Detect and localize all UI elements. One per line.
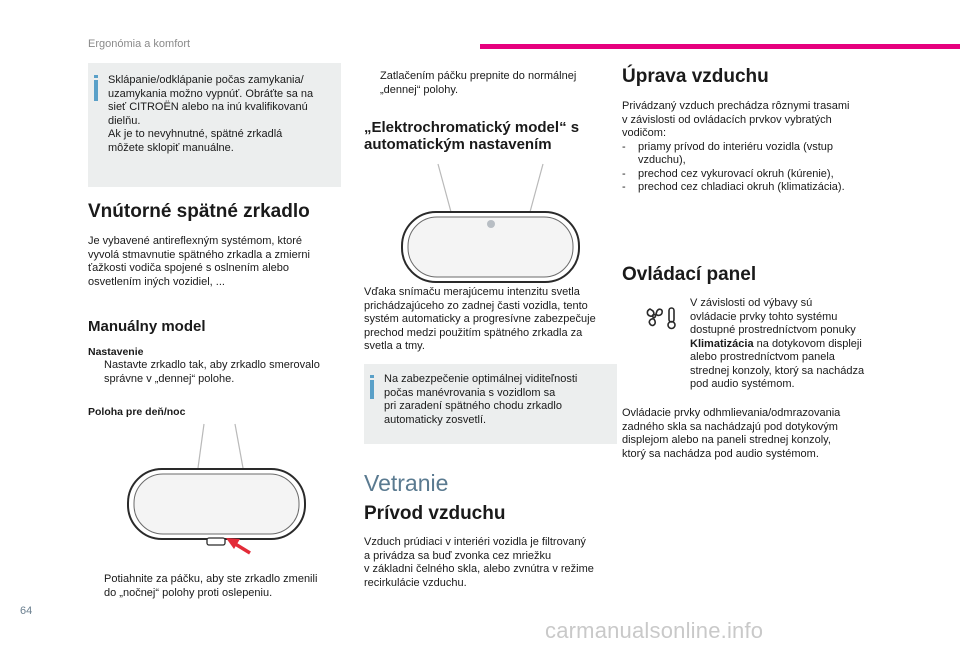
air-intake-description — [364, 536, 624, 590]
air-treatment-description — [622, 100, 892, 195]
fan-icon — [647, 309, 662, 325]
text-line — [690, 338, 900, 352]
text-line: recirkulácie vzduchu. — [364, 576, 467, 589]
heading-control-panel: Ovládací panel — [622, 264, 757, 285]
red-arrow-icon — [226, 538, 250, 553]
text-line: Ovládacie prvky odhmlievania/odmrazovania — [622, 407, 841, 419]
menu-name-climate: Klimatizácia — [690, 337, 754, 350]
text-line: „dennej“ polohy. — [380, 83, 459, 96]
info-line: Ak je to nevyhnutné, spätné zrkadlá — [108, 128, 283, 140]
label-setting: Nastavenie — [88, 346, 144, 358]
text-line: Je vybavené antireflexným systémom, ktoré — [88, 235, 302, 247]
chapter-accent-bar — [480, 44, 960, 49]
bullet-icon — [88, 359, 104, 386]
text-line: vodičom: — [622, 127, 667, 139]
dash-marker: - — [622, 140, 626, 153]
light-sensor-icon — [487, 220, 495, 228]
text-line: a privádza sa buď zvonka cez mriežku — [364, 549, 552, 562]
list-item — [622, 168, 892, 182]
heading-line: „Elektrochromatický model“ s — [364, 119, 580, 136]
dash-marker: - — [622, 181, 626, 193]
electrochromatic-description — [364, 286, 624, 354]
pull-instruction — [88, 573, 348, 600]
interior-mirror-intro — [88, 235, 348, 289]
text-line: pod audio systémom. — [690, 378, 795, 390]
info-icon — [94, 75, 98, 101]
info-line: uzamykania možno vypnúť. Obráťte sa na — [108, 87, 314, 100]
text-line: ovládacie prvky tohto systému — [690, 310, 838, 323]
text-line: dostupné prostredníctvom ponuky — [690, 324, 856, 336]
info-line: môžete sklopiť manuálne. — [108, 141, 234, 154]
setting-instruction — [88, 359, 348, 386]
heading-electrochromatic — [364, 119, 579, 153]
text-line: V závislosti od výbavy sú — [690, 297, 813, 309]
heading-interior-mirror: Vnútorné spätné zrkadlo — [88, 201, 310, 222]
info-line: automaticky zosvetlí. — [384, 413, 487, 426]
text-line: Zatlačením páčku prepnite do normálnej — [380, 70, 577, 82]
manual-mirror-illustration — [125, 420, 310, 560]
text-line: Vďaka snímaču merajúcemu intenzitu svetla — [364, 286, 580, 298]
info-line: Sklápanie/odklápanie počas zamykania/ — [108, 74, 304, 86]
text-line: prichádzajúceho zo zadnej časti vozidla, tento — [364, 299, 588, 312]
label-day-night: Poloha pre deň/noc — [88, 406, 186, 418]
info-line: počas manévrovania s vozidlom sa — [384, 386, 556, 399]
text-line: svetla a tmy. — [364, 340, 425, 352]
thermometer-icon — [668, 308, 675, 329]
text-line: alebo prostredníctvom panela — [690, 351, 835, 363]
text-line: do „nočnej“ polohy proti oslepeniu. — [104, 586, 273, 599]
heading-air-treatment: Úprava vzduchu — [622, 66, 769, 87]
text-line: Privádzaný vzduch prechádza rôznymi trasami — [622, 100, 850, 112]
text-line: vyvolá stmavnutie spätného zrkadla a zmierni — [88, 248, 310, 261]
text-line: prechod cez vykurovací okruh (kúrenie), — [638, 167, 834, 180]
heading-air-intake: Prívod vzduchu — [364, 503, 506, 524]
heading-manual-model: Manuálny model — [88, 318, 206, 335]
text-line: displejom alebo na paneli strednej konzoly, — [622, 434, 831, 446]
section-title-ventilation: Vetranie — [364, 470, 449, 496]
control-panel-description — [690, 297, 900, 392]
text-line: správne v „dennej“ polohe. — [104, 372, 235, 385]
text-line: systém automaticky a progresívne zabezpečuje — [364, 313, 596, 325]
info-line: pri zaradení spätného chodu zrkadlo — [384, 400, 562, 412]
chapter-title: Ergonómia a komfort — [88, 38, 191, 50]
info-box-folding — [88, 63, 341, 187]
text-line: prechod cez chladiaci okruh (klimatizácia). — [638, 181, 845, 193]
electrochromatic-mirror-illustration — [398, 160, 583, 290]
bullet-icon — [364, 70, 380, 97]
page-number: 64 — [20, 605, 33, 617]
text-line: ktorý sa nachádza pod audio systémom. — [622, 447, 819, 460]
text-line: Potiahnite za páčku, aby ste zrkadlo zmenili — [104, 573, 318, 585]
info-line: sieť CITROËN alebo na inú kvalifikovanú — [108, 101, 308, 113]
text-line: priamy prívod do interiéru vozidla (vstup — [638, 140, 834, 153]
text-line: vzduchu), — [638, 154, 686, 166]
text-line: v závislosti od ovládacích prvkov vybratých — [622, 113, 832, 126]
climate-controls-icon — [644, 306, 680, 330]
text-line: ťažkosti vodiča spojené s oslnením alebo — [88, 262, 290, 274]
text-line: v základni čelného skla, alebo zvnútra v režime — [364, 563, 594, 575]
text-line: osvetlením iných vozidiel, ... — [88, 275, 225, 288]
dash-marker: - — [622, 167, 626, 180]
watermark: carmanualsonline.info — [545, 618, 764, 643]
text-line: zadného skla sa nachádzajú pod dotykovým — [622, 420, 838, 433]
text-line: Nastavte zrkadlo tak, aby zrkadlo smerovalo — [104, 359, 320, 371]
heading-line: automatickým nastavením — [364, 136, 552, 153]
text-fragment: na dotykovom displeji — [753, 337, 862, 350]
text-line: prechod medzi použitím spätného zrkadla za — [364, 326, 583, 339]
info-box-reverse — [364, 364, 617, 444]
info-line: dielňu. — [108, 114, 141, 127]
list-item — [622, 181, 892, 195]
text-line: strednej konzoly, ktorý sa nachádza — [690, 364, 865, 377]
text-line: Vzduch prúdiaci v interiéri vozidla je filtrovaný — [364, 536, 586, 548]
bullet-icon — [88, 573, 104, 600]
defrost-description — [622, 407, 892, 461]
info-line: Na zabezpečenie optimálnej viditeľnosti — [384, 373, 578, 385]
list-item — [622, 141, 892, 168]
info-icon — [370, 375, 374, 399]
push-instruction — [364, 70, 619, 97]
